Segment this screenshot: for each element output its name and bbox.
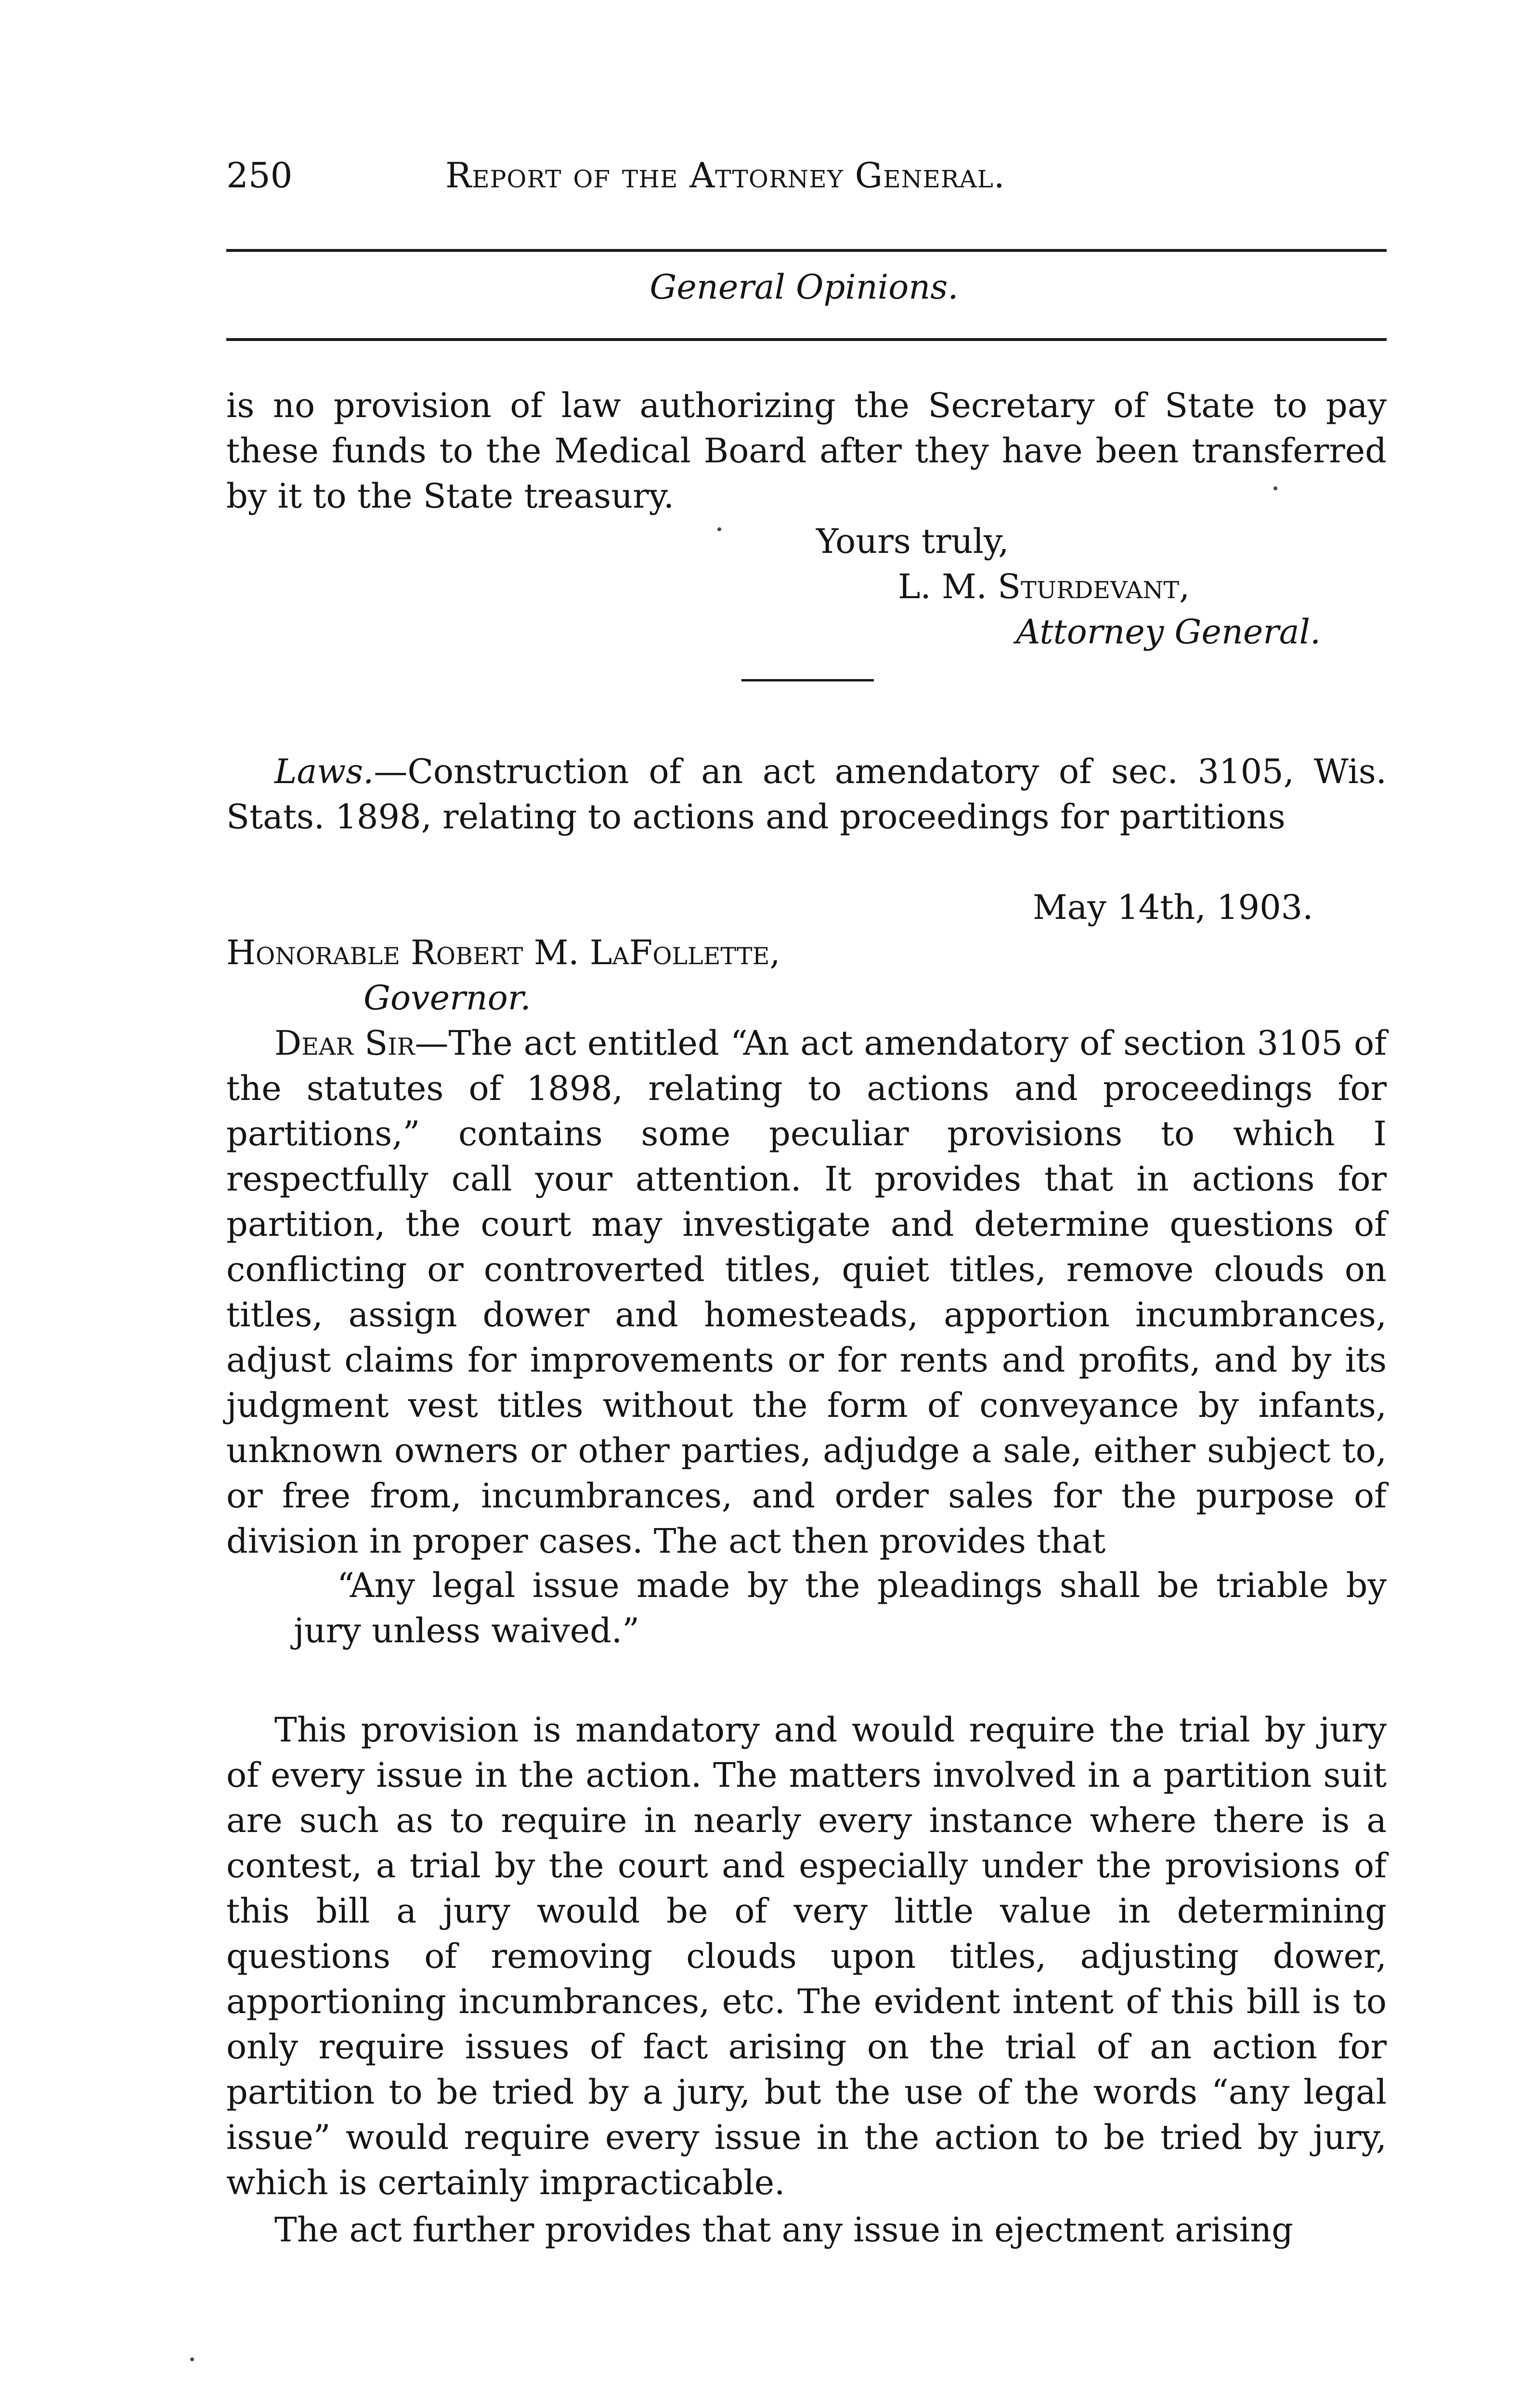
opinion-paragraph-3: The act further provides that any issue in ejectment arising [274, 2210, 1293, 2250]
running-title: Report of the Attorney General. [445, 155, 1005, 196]
header-top-rule [226, 249, 1387, 252]
section-separator-rule [741, 679, 874, 681]
statute-quotation: “Any legal issue made by the pleadings shall be triable by jury unless waived.” [294, 1566, 1387, 1650]
addressee-name: Honorable Robert M. LaFollette, [226, 933, 780, 972]
page-number: 250 [226, 155, 293, 196]
scan-speck [1273, 486, 1277, 490]
headnote-label: Laws. [274, 752, 374, 791]
valediction: Yours truly, [816, 522, 1009, 561]
headnote-text: —Construction of an act amendatory of sec. 3105, Wis. Stats. 1898, relating to actions and proceedings for partitions [226, 752, 1387, 837]
signer-title: Attorney General. [1016, 612, 1321, 652]
prior-opinion-closing-text: is no provision of law authorizing the Secretary of State to pay these funds to the Medical Board after they have been transferred by it to the State treasury. [226, 386, 1387, 516]
opinion-paragraph-2: This provision is mandatory and would require the trial by jury of every issue in the action. The matters involved in a partition suit are such as to require in nearly every instance where there is a contest, a trial by the court and especially under the provisions of this bill a jury would be of very little value in determining questions of removing clouds upon titles, adjusting dower, apportioning incumbrances, etc. The evident intent of this bill is to only require issues of fact arising on the trial of an action for partition to be tried by a jury, but the use of the words “any legal issue” would require every issue in the action to be tried by jury, which is certainly impracticable. [226, 1710, 1387, 2202]
opinion-paragraph-1 [226, 1021, 1387, 1564]
scan-speck [717, 527, 721, 531]
header-bottom-rule [226, 338, 1387, 341]
addressee-title: Governor. [364, 978, 531, 1018]
page-header [226, 144, 1382, 202]
headnote [226, 749, 1387, 839]
paragraph-1-text: —The act entitled “An act amendatory of section 3105 of the statutes of 1898, relating to actions and proceedings for partitions,” contains some peculiar provisions to which I respectfully call your attention. It provides that in actions for partition, the court may investigate and determine questions of conflicting or controverted titles, quiet titles, remove clouds on titles, assign dower and homesteads, apportion incumbrances, adjust claims for improvements or for rents and profits, and by its judgment vest titles without the form of conveyance by infants, unknown owners or other parties, adjudge a sale, either subject to, or free from, incumbrances, and order sales for the purpose of division in proper cases. The act then provides that [226, 1023, 1387, 1561]
section-title: General Opinions. [650, 267, 959, 307]
signer-name: L. M. Sturdevant, [898, 567, 1190, 606]
scan-speck [190, 2357, 194, 2361]
letter-date: May 14th, 1903. [1033, 888, 1313, 927]
salutation: Dear Sir [274, 1023, 415, 1063]
